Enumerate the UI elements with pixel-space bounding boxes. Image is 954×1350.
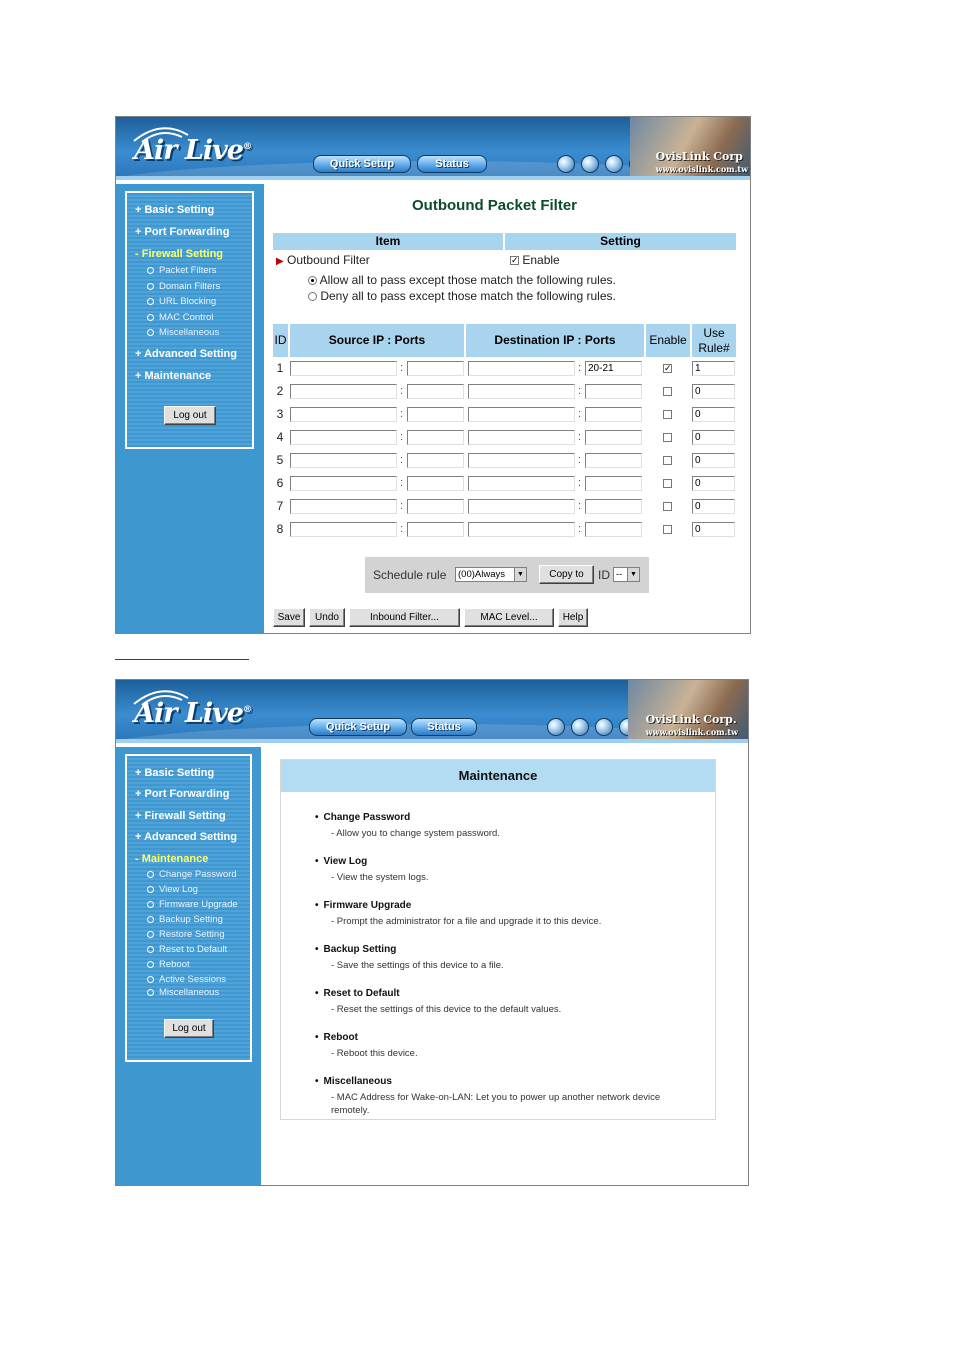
dest-port-input[interactable] bbox=[585, 522, 642, 537]
save-button[interactable]: Save bbox=[273, 608, 305, 627]
colon-separator: : bbox=[400, 477, 404, 489]
colon-separator: : bbox=[578, 523, 582, 535]
item-view-log[interactable]: • View Log bbox=[315, 856, 367, 867]
submenu-miscellaneous[interactable]: Miscellaneous bbox=[147, 327, 219, 338]
use-rule-input[interactable]: 0 bbox=[692, 407, 735, 422]
colon-separator: : bbox=[400, 362, 404, 374]
colon-separator: : bbox=[400, 385, 404, 397]
source-ip-input[interactable] bbox=[290, 453, 397, 468]
header-item: Item bbox=[273, 233, 503, 250]
colon-separator: : bbox=[400, 523, 404, 535]
maintenance-panel bbox=[280, 759, 716, 1120]
page-title: Outbound Packet Filter bbox=[412, 197, 578, 214]
submenu-packet-filters[interactable]: Packet Filters bbox=[147, 265, 217, 276]
source-port-input[interactable] bbox=[407, 384, 464, 399]
maintenance-screenshot bbox=[115, 679, 749, 1186]
globe-icons bbox=[547, 718, 637, 736]
colon-separator: : bbox=[400, 500, 404, 512]
schedule-select[interactable]: (00)Always ▼ bbox=[455, 567, 527, 582]
menu-port-forwarding[interactable]: + Port Forwarding bbox=[135, 788, 230, 800]
airlive-logo: Air Live® bbox=[134, 135, 251, 166]
hyperlink-underline[interactable] bbox=[115, 659, 249, 660]
header-setting: Setting bbox=[505, 233, 736, 250]
row-id: 3 bbox=[276, 407, 284, 421]
dest-ip-input[interactable] bbox=[468, 384, 575, 399]
row-id: 6 bbox=[276, 476, 284, 490]
desc-reboot: - Reboot this device. bbox=[331, 1048, 418, 1059]
colon-separator: : bbox=[578, 408, 582, 420]
item-firmware-upgrade[interactable]: • Firmware Upgrade bbox=[315, 900, 411, 911]
globe-icon[interactable] bbox=[557, 155, 575, 173]
item-change-password[interactable]: • Change Password bbox=[315, 812, 410, 823]
sidebar-menu bbox=[125, 191, 254, 449]
dest-port-input[interactable] bbox=[585, 384, 642, 399]
item-reboot[interactable]: • Reboot bbox=[315, 1032, 358, 1043]
source-port-input[interactable] bbox=[407, 430, 464, 445]
source-ip-input[interactable] bbox=[290, 476, 397, 491]
dest-ip-input[interactable] bbox=[468, 407, 575, 422]
menu-maintenance[interactable]: + Maintenance bbox=[135, 370, 212, 382]
colon-separator: : bbox=[578, 454, 582, 466]
desc-backup-setting: - Save the settings of this device to a file. bbox=[331, 960, 504, 971]
sidebar bbox=[116, 747, 261, 1185]
col-source: Source IP : Ports bbox=[290, 324, 464, 357]
dest-port-input[interactable] bbox=[585, 499, 642, 514]
menu-basic-setting[interactable]: + Basic Setting bbox=[135, 204, 215, 216]
globe-icon[interactable] bbox=[571, 718, 589, 736]
dest-port-input[interactable] bbox=[585, 453, 642, 468]
globe-icon[interactable] bbox=[595, 718, 613, 736]
header-banner bbox=[116, 117, 750, 180]
colon-separator: : bbox=[400, 408, 404, 420]
dest-ip-input[interactable] bbox=[468, 430, 575, 445]
use-rule-input[interactable]: 1 bbox=[692, 361, 735, 376]
dest-ip-input[interactable] bbox=[468, 499, 575, 514]
radio-deny[interactable] bbox=[308, 292, 317, 301]
arrow-right-icon: ▶ bbox=[276, 256, 284, 267]
submenu-firmware-upgrade[interactable]: Firmware Upgrade bbox=[147, 899, 238, 910]
inbound-filter-button[interactable]: Inbound Filter... bbox=[349, 608, 460, 627]
source-port-input[interactable] bbox=[407, 453, 464, 468]
row-id: 8 bbox=[276, 522, 284, 536]
colon-separator: : bbox=[578, 431, 582, 443]
id-label: ID bbox=[598, 568, 610, 582]
row-id: 7 bbox=[276, 499, 284, 513]
status-button[interactable]: Status bbox=[417, 155, 487, 173]
rule-enable-checkbox[interactable] bbox=[663, 433, 672, 442]
menu-firewall-setting[interactable]: - Firewall Setting bbox=[135, 248, 224, 260]
logout-button[interactable]: Log out bbox=[164, 1019, 214, 1038]
source-ip-input[interactable] bbox=[290, 407, 397, 422]
outbound-packet-filter-screenshot bbox=[115, 116, 751, 634]
sidebar-menu bbox=[125, 754, 252, 1062]
dest-ip-input[interactable] bbox=[468, 361, 575, 376]
dest-port-input[interactable] bbox=[585, 476, 642, 491]
submenu-change-password[interactable]: Change Password bbox=[147, 869, 237, 880]
rule-enable-checkbox[interactable] bbox=[663, 456, 672, 465]
row-id: 5 bbox=[276, 453, 284, 467]
dest-port-input[interactable] bbox=[585, 407, 642, 422]
dest-port-input[interactable] bbox=[585, 430, 642, 445]
desc-change-password: - Allow you to change system password. bbox=[331, 828, 500, 839]
radio-deny-row[interactable]: Deny all to pass except those match the following rules. bbox=[308, 289, 616, 303]
globe-icon[interactable] bbox=[547, 718, 565, 736]
quick-setup-button[interactable]: Quick Setup bbox=[309, 718, 407, 736]
menu-advanced-setting[interactable]: + Advanced Setting bbox=[135, 348, 237, 360]
copy-to-button[interactable]: Copy to bbox=[539, 565, 594, 584]
menu-port-forwarding[interactable]: + Port Forwarding bbox=[135, 226, 230, 238]
desc-miscellaneous: - MAC Address for Wake-on-LAN: Let you to power up another network device remotely. bbox=[331, 1092, 661, 1116]
source-port-input[interactable] bbox=[407, 407, 464, 422]
colon-separator: : bbox=[578, 362, 582, 374]
corp-label: OvisLink Corp www.ovislink.com.tw bbox=[655, 150, 748, 174]
source-port-input[interactable] bbox=[407, 499, 464, 514]
menu-advanced-setting[interactable]: + Advanced Setting bbox=[135, 831, 237, 843]
page-title: Maintenance bbox=[281, 760, 715, 792]
dest-ip-input[interactable] bbox=[468, 476, 575, 491]
schedule-label: Schedule rule bbox=[373, 568, 447, 582]
source-port-input[interactable] bbox=[407, 476, 464, 491]
source-ip-input[interactable] bbox=[290, 499, 397, 514]
quick-setup-button[interactable]: Quick Setup bbox=[313, 155, 411, 173]
radio-allow[interactable] bbox=[308, 276, 317, 285]
colon-separator: : bbox=[578, 477, 582, 489]
mac-level-button[interactable]: MAC Level... bbox=[464, 608, 554, 627]
row-id: 1 bbox=[276, 361, 284, 375]
item-backup-setting[interactable]: • Backup Setting bbox=[315, 944, 396, 955]
row-id: 4 bbox=[276, 430, 284, 444]
corp-label: OvisLink Corp. www.ovislink.com.tw bbox=[645, 713, 738, 737]
source-ip-input[interactable] bbox=[290, 384, 397, 399]
logout-button[interactable]: Log out bbox=[164, 406, 216, 425]
use-rule-input[interactable]: 0 bbox=[692, 430, 735, 445]
submenu-miscellaneous[interactable]: Miscellaneous bbox=[147, 987, 219, 998]
use-rule-input[interactable]: 0 bbox=[692, 384, 735, 399]
submenu-active-sessions[interactable]: Active Sessions bbox=[147, 974, 226, 985]
col-enable: Enable bbox=[646, 324, 690, 357]
globe-icon[interactable] bbox=[581, 155, 599, 173]
submenu-restore-setting[interactable]: Restore Setting bbox=[147, 929, 224, 940]
rule-enable-checkbox[interactable] bbox=[663, 410, 672, 419]
source-port-input[interactable] bbox=[407, 361, 464, 376]
use-rule-input[interactable]: 0 bbox=[692, 453, 735, 468]
submenu-view-log[interactable]: View Log bbox=[147, 884, 198, 895]
airlive-logo: Air Live® bbox=[134, 698, 251, 729]
menu-firewall-setting[interactable]: + Firewall Setting bbox=[135, 810, 226, 822]
use-rule-input[interactable]: 0 bbox=[692, 476, 735, 491]
chevron-down-icon: ▼ bbox=[627, 568, 639, 581]
sidebar bbox=[116, 184, 264, 633]
colon-separator: : bbox=[400, 454, 404, 466]
source-ip-input[interactable] bbox=[290, 522, 397, 537]
outbound-filter-row: ▶ Outbound Filter bbox=[276, 253, 370, 267]
copy-id-select[interactable]: -- ▼ bbox=[613, 567, 640, 582]
use-rule-input[interactable]: 0 bbox=[692, 522, 735, 537]
submenu-reset-to-default[interactable]: Reset to Default bbox=[147, 944, 227, 955]
menu-basic-setting[interactable]: + Basic Setting bbox=[135, 767, 215, 779]
col-id: ID bbox=[273, 324, 288, 357]
col-destination: Destination IP : Ports bbox=[466, 324, 644, 357]
undo-button[interactable]: Undo bbox=[309, 608, 345, 627]
colon-separator: : bbox=[578, 385, 582, 397]
desc-firmware-upgrade: - Prompt the administrator for a file and upgrade it to this device. bbox=[331, 916, 602, 927]
chevron-down-icon: ▼ bbox=[514, 568, 526, 581]
enable-checkbox-row[interactable]: ✓ Enable bbox=[510, 253, 560, 267]
desc-reset-to-default: - Reset the settings of this device to the default values. bbox=[331, 1004, 562, 1015]
item-reset-to-default[interactable]: • Reset to Default bbox=[315, 988, 400, 999]
rule-enable-checkbox[interactable] bbox=[663, 364, 672, 373]
rule-enable-checkbox[interactable] bbox=[663, 525, 672, 534]
schedule-bar bbox=[365, 557, 649, 593]
submenu-backup-setting[interactable]: Backup Setting bbox=[147, 914, 223, 925]
source-port-input[interactable] bbox=[407, 522, 464, 537]
dest-ip-input[interactable] bbox=[468, 522, 575, 537]
source-ip-input[interactable] bbox=[290, 430, 397, 445]
submenu-reboot[interactable]: Reboot bbox=[147, 959, 190, 970]
rule-enable-checkbox[interactable] bbox=[663, 479, 672, 488]
radio-allow-row[interactable]: Allow all to pass except those match the following rules. bbox=[308, 273, 616, 287]
globe-icon[interactable] bbox=[605, 155, 623, 173]
rule-enable-checkbox[interactable] bbox=[663, 387, 672, 396]
source-ip-input[interactable] bbox=[290, 361, 397, 376]
menu-maintenance[interactable]: - Maintenance bbox=[135, 853, 209, 865]
desc-view-log: - View the system logs. bbox=[331, 872, 429, 883]
dest-port-input[interactable]: 20-21 bbox=[585, 361, 642, 376]
rule-enable-checkbox[interactable] bbox=[663, 502, 672, 511]
colon-separator: : bbox=[400, 431, 404, 443]
submenu-url-blocking[interactable]: URL Blocking bbox=[147, 296, 216, 307]
colon-separator: : bbox=[578, 500, 582, 512]
submenu-mac-control[interactable]: MAC Control bbox=[147, 312, 213, 323]
help-button[interactable]: Help bbox=[558, 608, 588, 627]
outbound-enable-checkbox[interactable] bbox=[510, 256, 519, 265]
use-rule-input[interactable]: 0 bbox=[692, 499, 735, 514]
item-miscellaneous[interactable]: • Miscellaneous bbox=[315, 1076, 392, 1087]
submenu-domain-filters[interactable]: Domain Filters bbox=[147, 281, 220, 292]
dest-ip-input[interactable] bbox=[468, 453, 575, 468]
col-use-rule: Use Rule# bbox=[692, 324, 736, 357]
status-button[interactable]: Status bbox=[411, 718, 477, 736]
row-id: 2 bbox=[276, 384, 284, 398]
header-banner bbox=[116, 680, 748, 743]
